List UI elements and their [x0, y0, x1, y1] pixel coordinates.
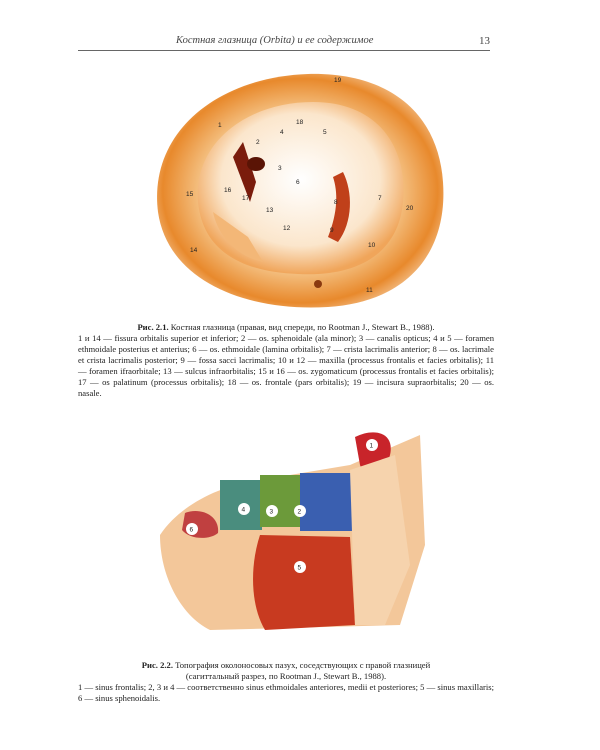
- fig1-label: 9: [330, 227, 334, 234]
- figure1-caption: [78, 322, 494, 399]
- fig1-label: 5: [323, 129, 327, 136]
- figure2-caption: [78, 660, 494, 704]
- fig1-label: 7: [378, 195, 382, 202]
- figure1-caption-heading: Костная глазница (правая, вид спереди, по Rootman J., Stewart B., 1988).: [170, 322, 435, 332]
- figure2-caption-heading-line1: Топография околоносовых пазух, соседствующих с правой глазницей: [175, 660, 431, 670]
- fig1-label: 20: [406, 205, 414, 212]
- page-number: 13: [479, 35, 490, 47]
- fig1-label: 8: [334, 199, 338, 206]
- fig1-label: 3: [278, 165, 282, 172]
- fig1-label: 18: [296, 119, 304, 126]
- fig1-label: 13: [266, 207, 274, 214]
- fig2-label: 5: [297, 564, 302, 572]
- fig1-label: 11: [366, 287, 373, 294]
- fig2-label: 4: [241, 506, 246, 514]
- figure2-caption-number: Рис. 2.2.: [141, 660, 173, 670]
- ethmoid-middle: [260, 475, 302, 527]
- running-header: [78, 35, 490, 49]
- fig1-label: 14: [190, 247, 198, 254]
- fig2-label: 3: [269, 508, 274, 516]
- fig1-label: 19: [334, 77, 342, 84]
- figure2-caption-text: 1 — sinus frontalis; 2, 3 и 4 — соответственно sinus ethmoidales anteriores, medii et posteriores; 5 — sinus maxillaris; 6 — sinus sphenoidalis.: [78, 682, 494, 703]
- fig1-label: 4: [280, 129, 284, 136]
- fig1-label: 17: [242, 195, 250, 202]
- header-title: Костная глазница (Orbita) и ее содержимое: [176, 35, 374, 46]
- fig1-label: 12: [283, 225, 291, 232]
- fig1-label: 2: [256, 139, 260, 146]
- figure-orbit-illustration: [138, 62, 456, 312]
- figure-sinuses-illustration: [150, 425, 432, 640]
- figure2-caption-title: [78, 660, 494, 682]
- fig1-label: 10: [368, 242, 376, 249]
- fig1-label: 1: [218, 122, 222, 129]
- fig2-label: 1: [369, 442, 374, 450]
- optic-canal: [247, 157, 265, 171]
- fig2-label: 6: [189, 526, 194, 534]
- fig1-label: 15: [186, 191, 194, 198]
- figure2-caption-heading-line2: (сагиттальный разрез, по Rootman J., Stewart B., 1988).: [185, 671, 387, 681]
- figure1-caption-text: 1 и 14 — fissura orbitalis superior et inferior; 2 — os. sphenoidale (ala minor); 3 — canalis opticus; 4 и 5 — foramen ethmoidale posterius et anterius; 6 — os. ethmoidale (lamina orbitalis); 7 — crista lacrimalis anterior; 8 — os. lacrimale et crista lacrimalis posterior; 9 — fossa sacci lacrimalis; 10 и 12 — maxilla (processus frontalis et facies orbitalis); 11 — foramen ifraorbitale; 13 — sulcus infraorbitalis; 15 и 16 — os. zygomaticum (processus frontalis et facies orbitalis); 17 — os palatinum (processus orbitalis); 18 — os. frontale (pars orbitalis); 19 — incisura supraorbitalis; 20 — os. nasale.: [78, 333, 494, 398]
- ethmoid-anterior: [297, 473, 355, 531]
- figure1-caption-number: Рис. 2.1.: [137, 322, 169, 332]
- fig1-label: 16: [224, 187, 232, 194]
- header-rule: [78, 50, 490, 51]
- infraorbital-foramen: [314, 280, 322, 288]
- maxillary-sinus: [253, 535, 355, 630]
- fig1-label: 6: [296, 179, 300, 186]
- fig2-label: 2: [297, 508, 302, 516]
- figure1-caption-title: [78, 322, 494, 333]
